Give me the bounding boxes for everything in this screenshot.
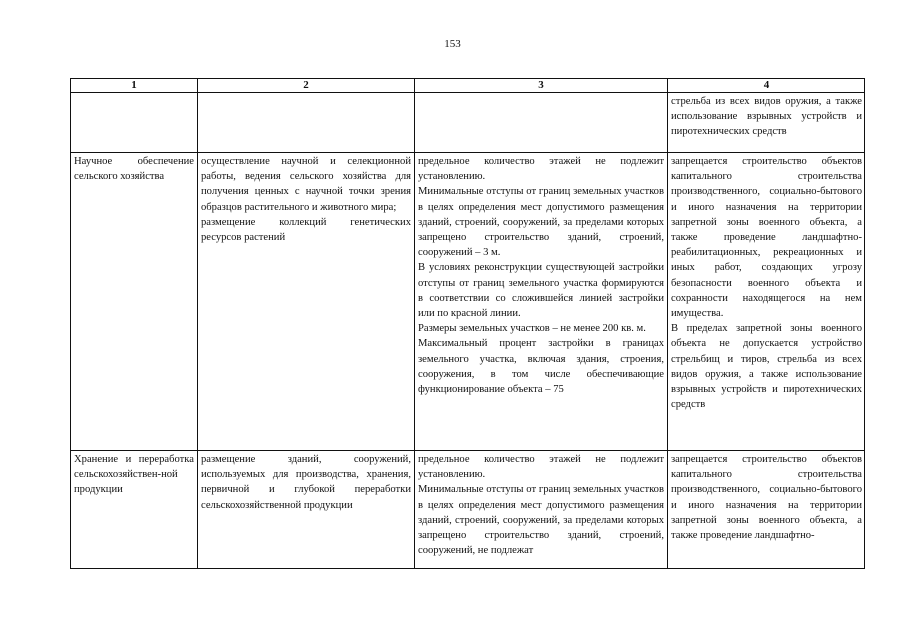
cell-paragraph: осуществление научной и селекционной работы, ведения сельского хозяйства для получения ценных с научной точки зрения образцов растительного и животного мира; <box>201 156 411 213</box>
table-cell <box>415 153 667 450</box>
table-cell <box>71 153 197 450</box>
header-cell-col2: 2 <box>303 79 309 91</box>
header-cell-col4: 4 <box>763 79 770 91</box>
cell-paragraph: Минимальные отступы от границ земельных участков в целях определения мест допустимого размещения зданий, строений, сооружений, за пределами которых запрещено строительство зданий, строений, сооружений – 3 м. <box>418 186 664 259</box>
table-cell <box>198 153 414 450</box>
cell-paragraph: В пределах запретной зоны военного объекта не допускается устройство стрельбищ и тиров, стрельба из всех видов оружия, а также использование взрывных устройств и пиротехнических средств <box>671 323 862 411</box>
table-cell <box>198 451 414 568</box>
table-cell <box>415 93 667 152</box>
table-cell <box>668 451 865 568</box>
cell-paragraph: размещение коллекций генетических ресурсов растений <box>201 216 411 244</box>
cell-paragraph: предельное количество этажей не подлежит установлению. <box>418 156 664 183</box>
cell-paragraph: В условиях реконструкции существующей застройки отступы от границ земельного участка формируются в соответствии со сложившейся линией застройки или по красной линии. <box>418 262 664 320</box>
table-cell <box>668 153 865 450</box>
table-cell <box>71 451 197 568</box>
cell-paragraph: запрещается строительство объектов капитального строительства производственного, социально-бытового и иного назначения на территории запретной зоны военного объекта, а также проведение ландшафтно- <box>671 454 862 542</box>
cell-paragraph: предельное количество этажей не подлежит установлению. <box>418 454 664 481</box>
zoning-table <box>70 78 865 569</box>
header-cell-col3: 3 <box>538 79 544 91</box>
cell-paragraph: Максимальный процент застройки в границах земельного участка, включая здания, строения, сооружения, в том числе обеспечивающие функционирование объекта – 75 <box>418 338 664 396</box>
cell-paragraph: размещение зданий, сооружений, используемых для производства, хранения, первичной и глубокой переработки сельскохозяйственной продукции <box>201 454 411 511</box>
table-cell <box>415 451 667 568</box>
table-cell <box>668 93 865 152</box>
header-cell-col1: 1 <box>131 79 137 91</box>
cell-paragraph: стрельба из всех видов оружия, а также использование взрывных устройств и пиротехнических средств <box>671 96 862 138</box>
page-number: 153 <box>444 38 461 50</box>
table-cell <box>71 93 197 152</box>
cell-paragraph: запрещается строительство объектов капитального строительства производственного, социально-бытового и иного назначения на территории запретной зоны военного объекта, а также проведение ландшафтно-реабилитационных, рекреационных и иных работ, создающих угрозу безопасности военного объекта и сохранности находящегося на нем имущества. <box>671 156 862 320</box>
cell-paragraph: Научное обеспечение сельского хозяйства <box>74 156 194 183</box>
cell-paragraph: Минимальные отступы от границ земельных участков в целях определения мест допустимого размещения зданий, строений, сооружений, за пределами которых запрещено строительство зданий, строений, сооружений, не подлежат <box>418 484 664 557</box>
cell-paragraph: Размеры земельных участков – не менее 200 кв. м. <box>418 323 646 335</box>
table-cell <box>198 93 414 152</box>
cell-paragraph: Хранение и переработка сельскохозяйствен-ной продукции <box>74 454 194 496</box>
